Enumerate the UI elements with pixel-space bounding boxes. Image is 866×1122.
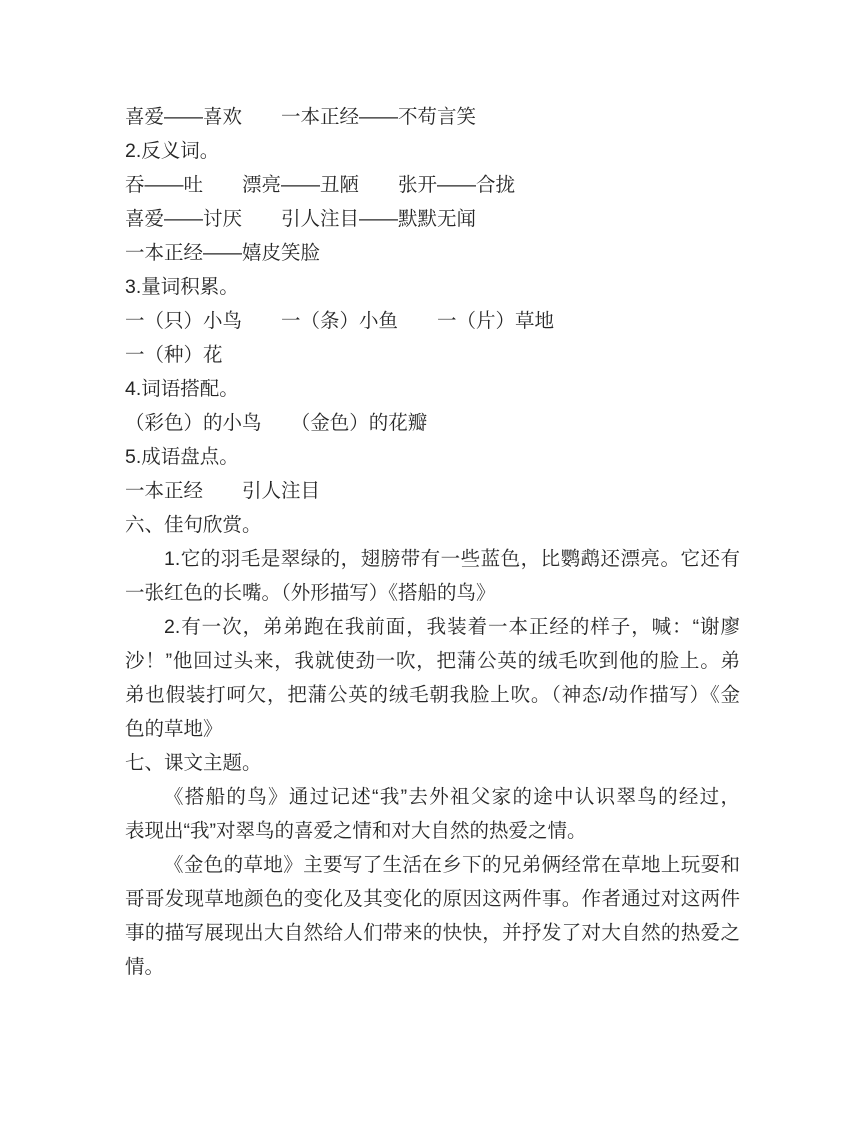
text-line: 2.有一次，弟弟跑在我前面，我装着一本正经的样子，喊：“谢廖 xyxy=(164,616,740,638)
text-line: 4.词语搭配。 xyxy=(125,378,239,400)
text-line: （彩色）的小鸟 （金色）的花瓣 xyxy=(125,412,428,434)
text-line: 色的草地》 xyxy=(125,718,223,740)
text-line: 一（只）小鸟 一（条）小鱼 一（片）草地 xyxy=(125,310,555,332)
text-line: 情。 xyxy=(125,956,165,978)
text-line: 六、佳句欣赏。 xyxy=(125,514,262,536)
text-line: 5.成语盘点。 xyxy=(125,446,239,468)
text-line: 事的描写展现出大自然给人们带来的快快，并抒发了对大自然的热爱之 xyxy=(125,922,740,944)
text-line: 一本正经——嬉皮笑脸 xyxy=(125,242,321,264)
text-line: 吞——吐 漂亮——丑陋 张开——合拢 xyxy=(125,174,516,196)
text-line: 沙！”他回过头来，我就使劲一吹，把蒲公英的绒毛吹到他的脸上。弟 xyxy=(125,650,740,672)
text-line: 喜爱——讨厌 引人注目——默默无闻 xyxy=(125,208,477,230)
text-line: 一（种）花 xyxy=(125,344,223,366)
text-line: 一张红色的长嘴。（外形描写）《搭船的鸟》 xyxy=(125,582,496,604)
text-line: 哥哥发现草地颜色的变化及其变化的原因这两件事。作者通过对这两件 xyxy=(125,888,740,910)
text-line: 一本正经 引人注目 xyxy=(125,480,321,502)
document-content xyxy=(125,100,740,984)
text-line: 3.量词积累。 xyxy=(125,276,239,298)
text-line: 七、课文主题。 xyxy=(125,752,262,774)
text-line: 《金色的草地》主要写了生活在乡下的兄弟俩经常在草地上玩耍和 xyxy=(164,854,740,876)
text-line: 弟也假装打呵欠，把蒲公英的绒毛朝我脸上吹。（神态/动作描写）《金 xyxy=(125,684,740,706)
text-line: 1.它的羽毛是翠绿的，翅膀带有一些蓝色，比鹦鹉还漂亮。它还有 xyxy=(164,548,740,570)
text-line: 2.反义词。 xyxy=(125,140,220,162)
text-line: 喜爱——喜欢 一本正经——不苟言笑 xyxy=(125,106,477,128)
text-line: 表现出“我”对翠鸟的喜爱之情和对大自然的热爱之情。 xyxy=(125,820,587,842)
text-line: 《搭船的鸟》通过记述“我”去外祖父家的途中认识翠鸟的经过， xyxy=(164,786,740,808)
